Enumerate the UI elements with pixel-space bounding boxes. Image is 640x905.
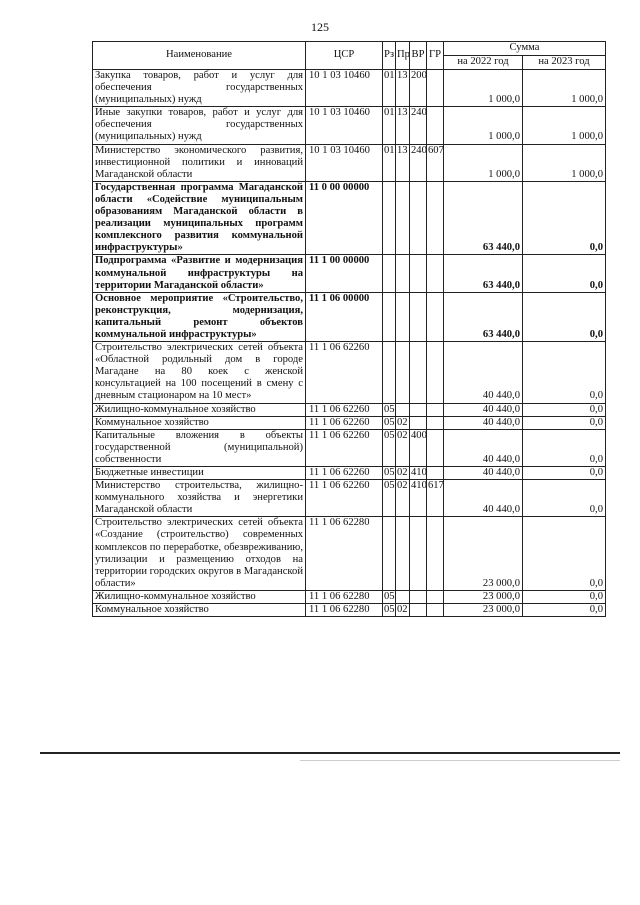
table-row [93,403,606,416]
table-row [93,590,606,603]
row-name: Коммунальное хозяйство [93,604,306,617]
row-sum-2022: 40 440,0 [444,342,523,403]
row-name: Строительство электрических сетей объекта «Создание (строительство) современных комплексов по переработке, обезвреживанию, утилизации и размещению отходов на территории городских округов в Магаданской области» [93,517,306,591]
row-sum-2023: 0,0 [523,255,606,292]
table-row [93,467,606,480]
row-pr [396,342,410,403]
row-name: Подпрограмма «Развитие и модернизация коммунальной инфраструктуры на территории Магаданской области» [93,255,306,292]
row-gr: 607 [427,144,444,181]
row-gr [427,292,444,341]
row-csr: 11 1 06 62280 [306,590,383,603]
table-row [93,292,606,341]
row-gr [427,416,444,429]
row-csr: 10 1 03 10460 [306,70,383,107]
row-sum-2022: 63 440,0 [444,292,523,341]
row-sum-2023: 1 000,0 [523,144,606,181]
row-name: Жилищно-коммунальное хозяйство [93,403,306,416]
table-row [93,144,606,181]
row-name: Основное мероприятие «Строительство, реконструкция, модернизация, капитальный ремонт объектов коммунальной инфраструктуры» [93,292,306,341]
row-sum-2022: 40 440,0 [444,403,523,416]
row-sum-2023: 0,0 [523,517,606,591]
row-pr: 02 [396,429,410,466]
row-csr: 11 1 06 62260 [306,403,383,416]
page-number: 125 [311,20,329,34]
row-vr [410,590,427,603]
row-rz: 05 [383,480,396,517]
row-sum-2023: 0,0 [523,342,606,403]
row-pr [396,255,410,292]
row-sum-2023: 0,0 [523,292,606,341]
row-sum-2022: 63 440,0 [444,255,523,292]
row-gr [427,517,444,591]
row-rz: 05 [384,590,395,602]
row-csr: 11 1 00 00000 [306,255,383,292]
row-rz: 05 [384,467,395,478]
row-sum-2023: 0,0 [523,416,606,429]
row-sum-2023: 1 000,0 [523,107,606,144]
row-pr [396,403,410,416]
row-sum-2022: 40 440,0 [444,416,523,429]
row-sum-2023: 0,0 [523,467,606,480]
row-sum-2023: 1 000,0 [523,70,606,107]
row-csr: 11 1 06 62260 [306,342,383,403]
row-gr [427,181,444,255]
row-gr [427,590,444,603]
row-vr [410,517,427,591]
table-row [93,342,606,403]
row-name: Государственная программа Магаданской области «Содействие муниципальным образованиям Магаданской области в реализации муниципальных программ комплексного развития коммунальной инфраструктуры» [93,181,306,255]
row-sum-2023: 0,0 [523,604,606,617]
row-csr: 10 1 03 10460 [306,144,383,181]
row-name: Строительство электрических сетей объекта «Областной родильный дом в городе Магадане на 80 коек с женской консультацией на 100 посещений в смену с дневным стационаром на 10 мест» [93,342,306,403]
row-name: Закупка товаров, работ и услуг для обеспечения государственных (муниципальных) нужд [93,70,306,107]
row-pr [396,517,410,591]
header-gr: ГР [427,42,444,70]
row-rz: 05 [384,416,395,428]
row-sum-2022: 63 440,0 [444,181,523,255]
row-csr: 11 1 06 62260 [306,480,383,517]
row-rz [383,255,396,292]
row-vr: 400 [410,429,427,466]
row-rz: 05 [383,429,396,466]
row-vr: 200 [410,70,427,107]
row-csr: 11 1 06 62280 [306,604,383,617]
row-sum-2023: 0,0 [523,403,606,416]
row-sum-2023: 0,0 [523,480,606,517]
row-name: Министерство экономического развития, инвестиционной политики и инноваций Магаданской области [93,144,306,181]
table-row [93,70,606,107]
row-rz: 05 [384,403,395,415]
header-sum: Сумма [444,42,606,56]
row-gr [427,467,444,480]
row-pr [396,292,410,341]
row-sum-2022: 1 000,0 [444,107,523,144]
row-vr [410,342,427,403]
row-rz: 01 [383,144,396,181]
row-pr: 13 [396,144,410,181]
row-rz [383,292,396,341]
row-vr: 410 [411,467,427,478]
row-rz [383,342,396,403]
table-row [93,604,606,617]
header-rz: Рз [383,42,396,70]
header-vr: ВР [410,42,427,70]
row-vr [410,292,427,341]
row-pr [396,181,410,255]
row-sum-2022: 40 440,0 [444,429,523,466]
row-sum-2022: 40 440,0 [444,480,523,517]
row-name: Министерство строительства, жилищно-коммунального хозяйства и энергетики Магаданской области [93,480,306,517]
row-pr [396,590,410,603]
table-row [93,416,606,429]
row-pr: 02 [397,467,408,478]
header-year-2022: на 2022 год [444,56,523,70]
row-csr: 11 1 06 62280 [306,517,383,591]
row-rz: 01 [383,70,396,107]
row-rz: 05 [384,604,395,616]
row-vr: 410 [410,480,427,517]
table-row [93,480,606,517]
table-row [93,181,606,255]
row-vr [410,181,427,255]
row-vr [410,604,427,617]
row-name: Коммунальное хозяйство [93,416,306,429]
row-gr [427,403,444,416]
row-sum-2022: 23 000,0 [444,517,523,591]
row-csr: 10 1 03 10460 [306,107,383,144]
row-vr [410,255,427,292]
row-vr [410,403,427,416]
budget-table [92,41,606,617]
row-gr [427,255,444,292]
row-csr: 11 1 06 62260 [306,416,383,429]
row-rz: 01 [383,107,396,144]
row-name: Жилищно-коммунальное хозяйство [93,590,306,603]
row-sum-2022: 1 000,0 [444,70,523,107]
row-gr [427,107,444,144]
table-row [93,107,606,144]
header-csr: ЦСР [306,42,383,70]
table-row [93,429,606,466]
row-rz [383,517,396,591]
row-gr [427,604,444,617]
header-row [93,42,606,56]
table-row [93,517,606,591]
row-sum-2023: 0,0 [523,181,606,255]
row-vr: 240 [410,107,427,144]
header-pr: Пр [396,42,410,70]
row-sum-2022: 40 440,0 [444,467,523,480]
row-csr: 11 0 00 00000 [306,181,383,255]
row-pr: 13 [396,107,410,144]
row-gr [427,70,444,107]
footer-rule [40,752,620,754]
header-year-2023: на 2023 год [523,56,606,70]
row-vr [410,416,427,429]
row-sum-2022: 23 000,0 [444,604,523,617]
row-gr [427,342,444,403]
row-rz [383,181,396,255]
row-sum-2022: 23 000,0 [444,590,523,603]
table-body [93,70,606,617]
row-pr: 02 [397,416,408,428]
row-csr: 11 1 06 00000 [306,292,383,341]
row-pr: 13 [396,70,410,107]
row-name: Бюджетные инвестиции [93,467,306,480]
row-csr: 11 1 06 62260 [306,467,383,480]
table-row [93,255,606,292]
row-pr: 02 [397,604,408,616]
row-pr: 02 [396,480,410,517]
header-name: Наименование [93,42,306,70]
row-sum-2023: 0,0 [523,429,606,466]
row-gr [427,429,444,466]
row-gr: 617 [427,480,444,517]
row-vr: 240 [410,144,427,181]
row-sum-2022: 1 000,0 [444,144,523,181]
row-name: Капитальные вложения в объекты государственной (муниципальной) собственности [93,429,306,466]
row-sum-2023: 0,0 [523,590,606,603]
row-csr: 11 1 06 62260 [306,429,383,466]
row-name: Иные закупки товаров, работ и услуг для обеспечения государственных (муниципальных) нужд [93,107,306,144]
footer-rule-faint [300,760,620,761]
